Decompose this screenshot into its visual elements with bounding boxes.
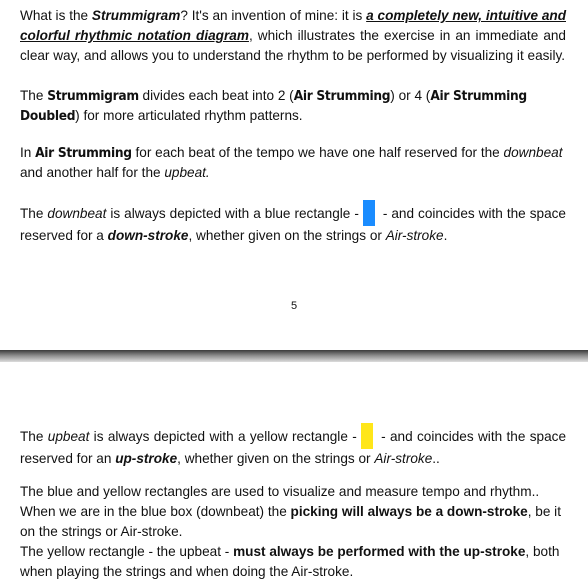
text: - and coincides with the space reserved for an xyxy=(20,429,567,466)
term-air-strumming-doubled: Air Strumming Doubled xyxy=(20,88,527,124)
term-upbeat: upbeat. xyxy=(164,165,210,180)
paragraph-air-strumming xyxy=(20,143,566,183)
term-air-strumming: Air Strumming xyxy=(293,88,391,104)
term-downbeat: downbeat xyxy=(47,206,107,221)
text: is always depicted with a blue rectangle - xyxy=(106,206,359,221)
yellow-rectangle-icon xyxy=(361,423,373,449)
text: , which illustrates the exercise in an immediate and clear way, and allows you to understand the rhythm to be performed by visualizing it easily. xyxy=(20,28,566,63)
text: The xyxy=(20,206,48,221)
text: , whether given on the strings or xyxy=(188,228,386,243)
term-down-stroke: down-stroke xyxy=(107,228,189,243)
text: The blue and yellow rectangles are used to visualize and measure tempo and rhythm.. xyxy=(20,484,540,499)
text: What is the xyxy=(20,8,92,23)
paragraph-downbeat xyxy=(20,200,566,246)
text: The xyxy=(20,429,48,444)
term-upbeat: upbeat xyxy=(47,429,90,444)
term-air-stroke: Air-stroke xyxy=(385,228,444,243)
term-up-stroke: up-stroke xyxy=(115,451,178,466)
blue-rectangle-icon xyxy=(363,200,375,226)
emphasis-up-stroke-rule: must always be performed with the up-stroke xyxy=(233,544,526,559)
paragraph-divisions xyxy=(20,86,566,126)
term-air-stroke: Air-stroke xyxy=(374,451,433,466)
text: ? It's an invention of mine: it is xyxy=(180,8,367,23)
term-downbeat: downbeat xyxy=(503,145,563,160)
text: . xyxy=(443,228,448,243)
text: , whether given on the strings or xyxy=(177,451,375,466)
text: is always depicted with a yellow rectangle - xyxy=(89,429,357,444)
page-separator xyxy=(0,350,588,362)
text: The yellow rectangle - the upbeat - xyxy=(20,544,234,559)
term-strummigram: Strummigram xyxy=(91,8,181,23)
emphasis-definition: a completely new, intuitive and colorful rhythmic notation diagram xyxy=(20,8,566,43)
text: , be it on the strings or Air-stroke. xyxy=(20,504,561,539)
paragraph-rectangles xyxy=(20,482,566,582)
text: divides each beat into 2 ( xyxy=(138,88,294,103)
text: .. xyxy=(432,451,440,466)
text: and another half for the xyxy=(20,165,165,180)
text: When we are in the blue box (downbeat) the xyxy=(20,504,291,519)
document-page-6 xyxy=(0,362,588,585)
text: ) or 4 ( xyxy=(390,88,431,103)
text: In xyxy=(20,145,36,160)
text: , both when playing the strings and when doing the Air-stroke. xyxy=(20,544,560,579)
text: The xyxy=(20,88,48,103)
term-strummigram: Strummigram xyxy=(47,88,139,104)
term-air-strumming: Air Strumming xyxy=(35,145,132,161)
paragraph-upbeat xyxy=(20,423,566,469)
paragraph-intro xyxy=(20,6,566,66)
emphasis-down-stroke-rule: picking will always be a down-stroke xyxy=(290,504,528,519)
page-number: 5 xyxy=(290,300,298,312)
text: - and coincides with the space reserved for a xyxy=(20,206,566,243)
text: ) for more articulated rhythm patterns. xyxy=(75,108,303,123)
text: for each beat of the tempo we have one half reserved for the xyxy=(131,145,504,160)
